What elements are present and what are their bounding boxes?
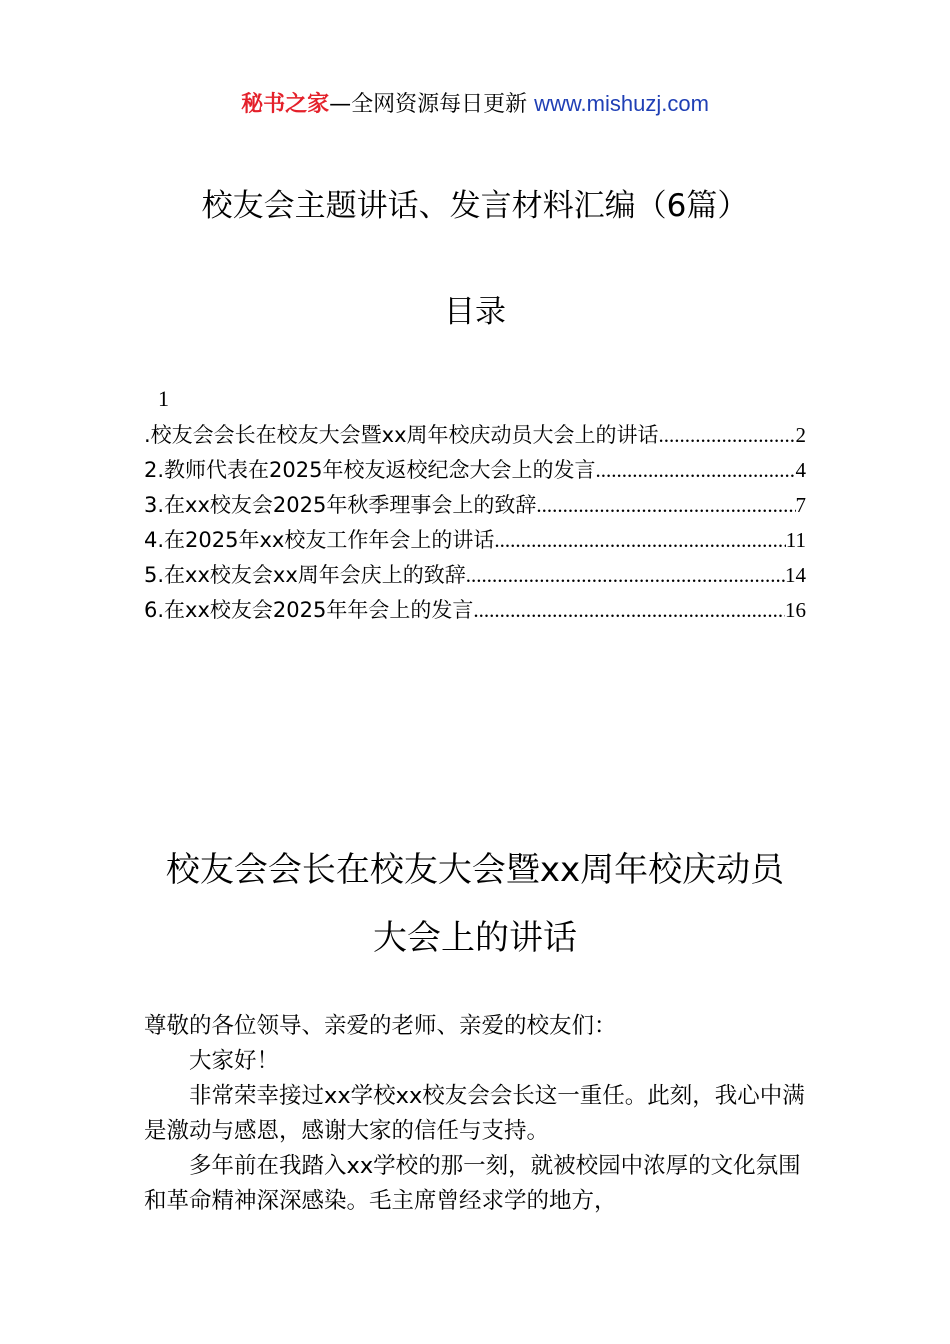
toc-leader-dots (659, 418, 796, 453)
toc-item[interactable] (144, 418, 806, 453)
table-of-contents (144, 418, 806, 628)
toc-first-item-number: 1 (158, 386, 169, 411)
body-paragraph: 多年前在我踏入xx学校的那一刻，就被校园中浓厚的文化氛围和革命精神深深感染。毛主席曾经求学的地方， (144, 1153, 801, 1214)
section-title-line2: 大会上的讲话 (373, 918, 577, 958)
toc-item-title: 3.在xx校友会2025年秋季理事会上的致辞 (144, 493, 537, 517)
toc-item[interactable] (144, 558, 806, 593)
site-url-link[interactable]: www.mishuzj.com (534, 91, 709, 116)
toc-item-page: 14 (785, 563, 806, 587)
toc-heading: 目录 (444, 294, 506, 330)
toc-leader-dots (473, 593, 785, 628)
toc-item-page: 16 (785, 598, 806, 622)
toc-item-title: .校友会会长在校友大会暨xx周年校庆动员大会上的讲话 (144, 423, 659, 447)
toc-leader-dots (595, 453, 795, 488)
toc-item[interactable] (144, 453, 806, 488)
toc-item-title: 4.在2025年xx校友工作年会上的讲话 (144, 528, 495, 552)
toc-item-page: 2 (795, 423, 806, 447)
toc-item[interactable] (144, 488, 806, 523)
toc-item-title: 5.在xx校友会xx周年会庆上的致辞 (144, 563, 466, 587)
brand-name: 秘书之家 (241, 92, 330, 117)
section-body (144, 1009, 808, 1219)
site-header (0, 88, 950, 121)
toc-item[interactable] (144, 593, 806, 628)
toc-item[interactable] (144, 523, 806, 558)
toc-item-page: 11 (785, 528, 806, 552)
header-tagline: —全网资源每日更新 (329, 92, 535, 117)
toc-item-page: 4 (795, 458, 806, 482)
salutation: 尊敬的各位领导、亲爱的老师、亲爱的校友们： (144, 1013, 617, 1039)
document-title: 校友会主题讲话、发言材料汇编（6篇） (201, 188, 749, 224)
toc-leader-dots (536, 488, 795, 523)
toc-leader-dots (466, 558, 785, 593)
toc-item-page: 7 (795, 493, 806, 517)
section-title-line1: 校友会会长在校友大会暨xx周年校庆动员 (165, 850, 785, 890)
toc-item-title: 6.在xx校友会2025年年会上的发言 (144, 598, 474, 622)
toc-leader-dots (494, 523, 785, 558)
body-paragraph: 大家好！ (189, 1048, 280, 1074)
toc-item-title: 2.教师代表在2025年校友返校纪念大会上的发言 (144, 458, 596, 482)
body-paragraph: 非常荣幸接过xx学校xx校友会会长这一重任。此刻，我心中满是激动与感恩，感谢大家的信任与支持。 (144, 1083, 805, 1144)
